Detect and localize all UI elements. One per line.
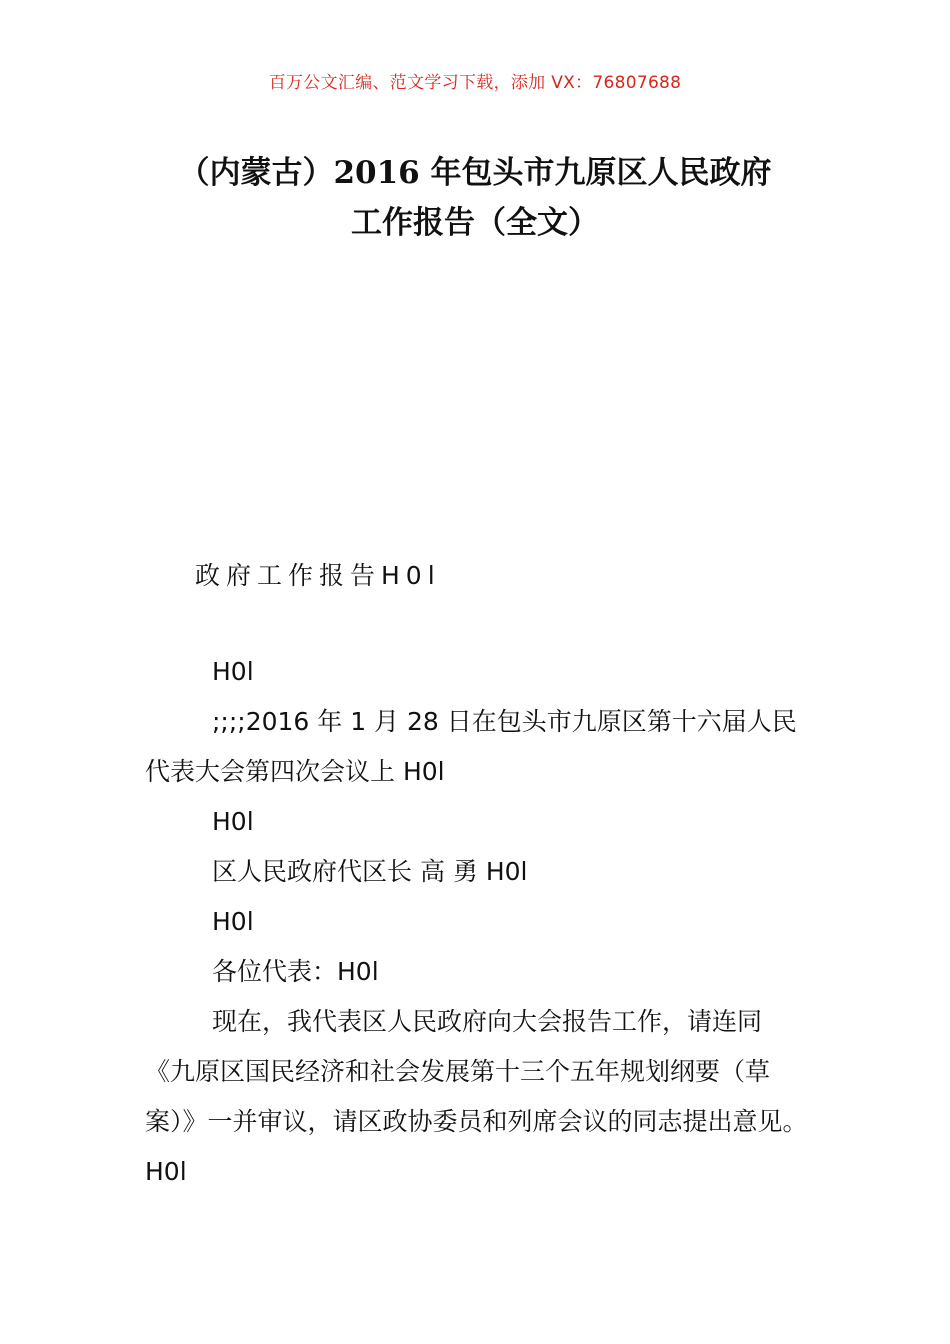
paragraph: 各位代表：H0l [212,957,379,986]
title-line-1: （内蒙古）2016 年包头市九原区人民政府 [178,155,772,191]
paragraph: 区人民政府代区长 高 勇 H0l [212,857,528,886]
title-line-2: 工作报告（全文） [351,205,599,241]
header-banner: 百万公文汇编、范文学习下载，添加 VX：76807688 [268,73,682,93]
document-title [100,148,850,248]
section-heading: 政府工作报告H0l [195,561,441,590]
paragraph: ;;;;2016 年 1 月 28 日在包头市九原区第十六届人民代表大会第四次会议上 H0l [145,707,797,786]
paragraph: 现在，我代表区人民政府向大会报告工作，请连同《九原区国民经济和社会发展第十三个五年规划纲要（草案）》一并审议，请区政协委员和列席会议的同志提出意见。H0l [145,1007,808,1186]
paragraph: H0l [212,807,254,836]
document-body [145,647,810,1197]
paragraph: H0l [212,657,254,686]
paragraph: H0l [212,907,254,936]
